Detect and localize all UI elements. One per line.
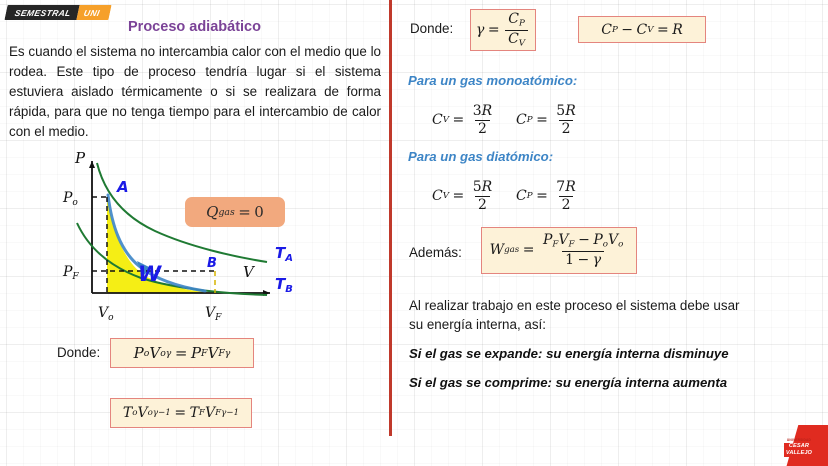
brand-badge <box>4 5 111 20</box>
work-formula-box <box>481 227 637 274</box>
closing-paragraph: Al realizar trabajo en este proceso el sistema debe usar su energía interna, así: <box>409 298 740 332</box>
section-head-diatomic: Para un gas diatómico: <box>408 149 554 164</box>
adiabatic-tv-formula: T o V o γ−1 = T F V F γ−1 <box>122 405 240 421</box>
tick-label-vo: $V_o$ <box>98 305 114 323</box>
mayer-relation-formula: C P − C V = R <box>601 21 683 38</box>
x-axis-label: V <box>243 263 254 281</box>
work-formula: W gas = $\frac{P_FV_F - P_oV_o}{1 - \gamma}$ <box>489 232 624 268</box>
page-title: Proceso adiabático <box>128 19 261 35</box>
di-cp-formula: C P = $\frac{7R}{2}$ <box>516 179 576 213</box>
isotherm-label-tb: $T_B$ <box>275 275 293 295</box>
q-gas-callout-box <box>185 197 285 227</box>
logo-mark <box>784 439 814 457</box>
gamma-definition-formula: γ = $\frac{C_P}{C_V}$ <box>476 12 530 48</box>
donde-label-right: Donde: <box>410 21 454 36</box>
adiabatic-tv-formula-box <box>110 398 252 428</box>
gamma-definition-box <box>470 9 536 51</box>
intro-paragraph: Es cuando el sistema no intercambia calor con el medio que lo rodea. Este tipo de proceso tendría lugar si el sistema estuviera aislado térmicamente o si se realizara de forma rápida, para que no tenga tiempo para el intercambio de calor con el medio. <box>9 44 381 139</box>
tick-label-po: $P_o$ <box>63 190 78 208</box>
mono-cv-formula: C V = $\frac{3R}{2}$ <box>432 103 493 137</box>
isotherm-label-ta: $T_A$ <box>275 244 293 264</box>
ucv-logo <box>760 425 828 466</box>
tick-label-pf: $P_F$ <box>63 264 79 282</box>
logo-name-cesar: CESAR <box>784 443 814 450</box>
adiabatic-pv-formula-box <box>110 338 254 368</box>
mayer-relation-box <box>578 16 706 43</box>
logo-name-vallejo: VALLEJO <box>785 449 812 456</box>
state-point-a-label: A <box>117 178 129 196</box>
di-cv-formula: C V = $\frac{5R}{2}$ <box>432 179 493 213</box>
y-axis-label: P <box>75 149 86 167</box>
mono-cp-formula: C P = $\frac{5R}{2}$ <box>516 103 576 137</box>
logo-top-text: UNIVERSIDAD <box>786 438 812 443</box>
brand-badge-uni: UNI <box>76 5 111 20</box>
q-gas-formula: Q gas = 0 <box>206 203 264 221</box>
tick-label-vf: $V_F$ <box>205 305 222 323</box>
section-head-monoatomic: Para un gas monoatómico: <box>408 73 578 88</box>
work-area-label: W <box>138 262 162 286</box>
adiabatic-pv-formula: P o V o γ = P F V F γ <box>133 344 231 362</box>
emphasis-comprime: Si el gas se comprime: su energía interna aumenta <box>409 375 728 390</box>
column-divider <box>389 0 392 436</box>
y-axis-arrowhead <box>89 161 95 168</box>
pv-diagram <box>55 145 355 330</box>
emphasis-expande: Si el gas se expande: su energía interna disminuye <box>409 346 729 361</box>
brand-badge-semestral: SEMESTRAL <box>4 5 79 20</box>
ademas-label: Además: <box>409 245 462 260</box>
donde-label-left: Donde: <box>57 345 101 360</box>
state-point-b-label: B <box>207 256 217 271</box>
